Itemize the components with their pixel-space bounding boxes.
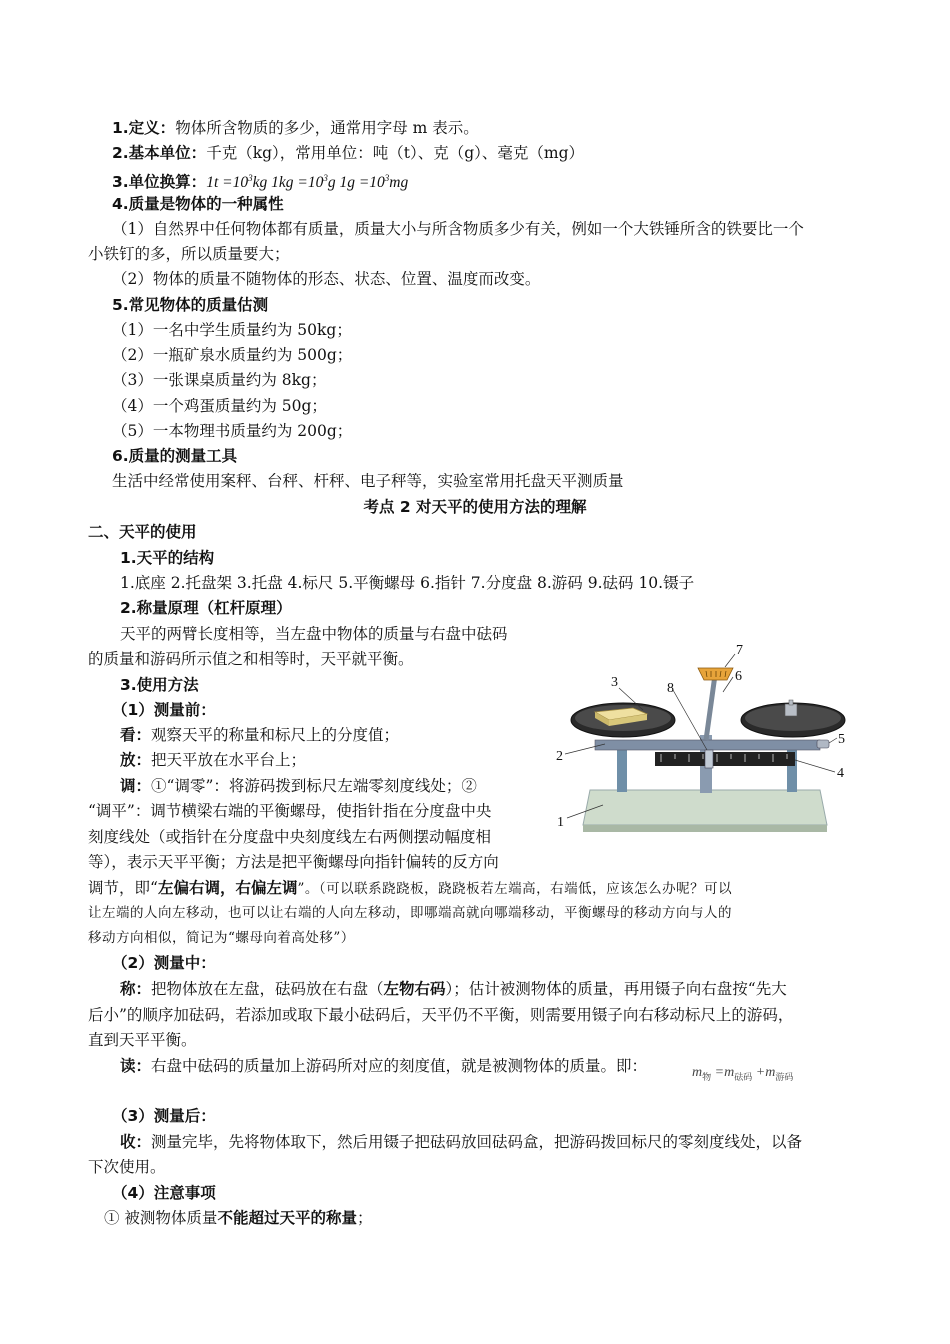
label-5: 5 [838, 732, 845, 747]
structure-list: 1.底座 2.托盘架 3.托盘 4.标尺 5.平衡螺母 6.指针 7.分度盘 8.游码 9.砝码 10.镊子 [120, 574, 695, 592]
adjust-line-2: “调平”：调节横梁右端的平衡螺母，使指针指在分度盘中央 [88, 802, 492, 820]
balance-nut [817, 740, 829, 748]
dial [698, 668, 733, 680]
principle-line-1: 天平的两臂长度相等，当左盘中物体的质量与右盘中砝码 [120, 625, 508, 643]
note-1: ① 被测物体质量不能超过天平的称量； [104, 1209, 373, 1227]
section2-title: 二、天平的使用 [88, 523, 197, 541]
left-tray-stand [617, 748, 627, 792]
property-item-1b: 小铁钉的多，所以质量要大； [88, 245, 290, 263]
definition-line: 1.定义：物体所含物质的多少，通常用字母 m 表示。 [112, 119, 479, 137]
adjust-line-5: 调节，即“左偏右调，右偏左调”。（可以联系跷跷板，跷跷板若左端高，右端低，应该怎么办呢？可以 [88, 879, 733, 897]
estimate-item: （2）一瓶矿泉水质量约为 500g； [112, 346, 353, 364]
structure-title: 1.天平的结构 [120, 549, 215, 567]
label-7: 7 [736, 643, 743, 658]
after-title: （3）测量后： [112, 1107, 216, 1125]
principle-title: 2.称量原理（杠杆原理） [120, 599, 292, 617]
usage-title: 3.使用方法 [120, 676, 199, 694]
label-8: 8 [667, 681, 674, 696]
rider [705, 750, 713, 768]
look-line: 看：观察天平的称量和标尺上的分度值； [120, 726, 400, 744]
base [583, 790, 827, 825]
label-6: 6 [735, 669, 742, 684]
adjust-line-7: 移动方向相似，简记为“螺母向着高处移”） [88, 930, 355, 946]
beam [595, 740, 820, 750]
property-item-1a: （1）自然界中任何物体都有质量，质量大小与所含物质多少有关，例如一个大铁锤所含的铁要比一个 [112, 220, 804, 238]
adjust-line-1: 调：①“调零”：将游码拨到标尺左端零刻度线处；② [120, 777, 477, 795]
label-4: 4 [837, 766, 844, 781]
notes-title: （4）注意事项 [112, 1184, 216, 1202]
property-title: 4.质量是物体的一种属性 [112, 195, 284, 213]
collect-line-1: 收：测量完毕，先将物体取下，然后用镊子把砝码放回砝码盒，把游码拨回标尺的零刻度线处，以备 [120, 1133, 803, 1151]
tool-title: 6.质量的测量工具 [112, 447, 238, 465]
estimate-title: 5.常见物体的质量估测 [112, 296, 269, 314]
label-2: 2 [556, 749, 563, 764]
estimate-item: （4）一个鸡蛋质量约为 50g； [112, 397, 327, 415]
weigh-line-3: 直到天平平衡。 [88, 1031, 197, 1049]
label-3: 3 [611, 675, 618, 690]
before-title: （1）测量前： [112, 701, 216, 719]
pointer [706, 675, 715, 740]
principle-line-2: 的质量和游码所示值之和相等时，天平就平衡。 [88, 650, 414, 668]
conversion-formula: $1t =10^3kg$ $1kg =10^3g$ $1g =10^3mg$ [206, 173, 409, 192]
kaodian-heading: 考点 2 对天平的使用方法的理解 [363, 498, 587, 516]
put-line: 放：把天平放在水平台上； [120, 751, 307, 769]
during-title: （2）测量中： [112, 954, 216, 972]
adjust-line-4: 等），表示天平平衡；方法是把平衡螺母向指针偏转的反方向 [88, 853, 499, 871]
conversion-line: 3.单位换算：$1t =10^3kg$ $1kg =10^3g$ $1g =10^3mg$ [112, 173, 409, 192]
weight [785, 704, 797, 716]
tool-text: 生活中经常使用案秤、台秤、杆秤、电子秤等，实验室常用托盘天平测质量 [112, 472, 624, 490]
collect-line-2: 下次使用。 [88, 1158, 166, 1176]
mass-formula: $m_物 =m_{砝码} +m_{游码}$ [692, 1065, 794, 1082]
balance-scale-figure [555, 640, 855, 840]
unit-line: 2.基本单位：千克（kg），常用单位：吨（t）、克（g）、毫克（mg） [112, 144, 585, 162]
ruler [655, 752, 795, 766]
adjust-line-3: 刻度线处（或指针在分度盘中央刻度线左右两侧摆动幅度相 [88, 828, 492, 846]
read-line: 读：右盘中砝码的质量加上游码所对应的刻度值，就是被测物体的质量。即： [120, 1057, 648, 1075]
adjust-line-6: 让左端的人向左移动，也可以让右端的人向左移动，即哪端高就向哪端移动，平衡螺母的移动方向与人的 [88, 905, 732, 921]
weigh-line-1: 称：把物体放在左盘，砝码放在右盘（左物右码）；估计被测物体的质量，再用镊子向右盘按“先大 [120, 980, 787, 998]
weigh-line-2: 后小”的顺序加砝码，若添加或取下最小砝码后，天平仍不平衡，则需要用镊子向右移动标尺上的游码， [88, 1006, 794, 1024]
estimate-item: （1）一名中学生质量约为 50kg； [112, 321, 352, 339]
estimate-item: （5）一本物理书质量约为 200g； [112, 422, 353, 440]
property-item-2: （2）物体的质量不随物体的形态、状态、位置、温度而改变。 [112, 270, 541, 288]
label-1: 1 [557, 815, 564, 830]
estimate-item: （3）一张课桌质量约为 8kg； [112, 371, 327, 389]
